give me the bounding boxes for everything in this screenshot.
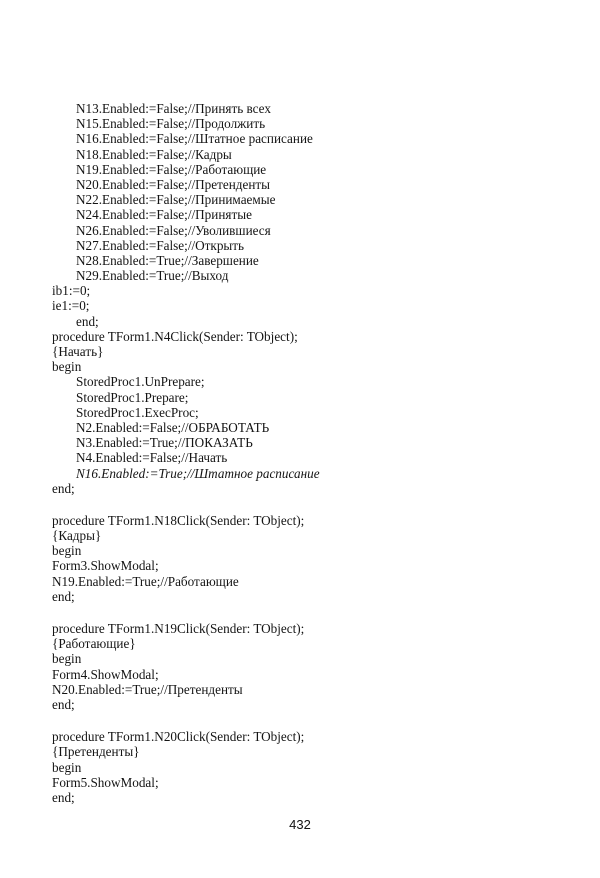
code-line: begin: [52, 651, 82, 667]
code-line: end;: [52, 588, 75, 604]
code-line: N24.Enabled:=False;//Принятые: [76, 207, 252, 223]
code-listing: [52, 101, 572, 805]
code-line: StoredProc1.ExecProc;: [76, 404, 199, 420]
code-line: Form5.ShowModal;: [52, 774, 159, 790]
code-line: ib1:=0;: [52, 283, 91, 299]
procedure-comment: {Начать}: [52, 344, 104, 359]
page-number: 432: [289, 817, 311, 832]
code-line: end;: [52, 696, 75, 712]
code-line: N3.Enabled:=True;//ПОКАЗАТЬ: [76, 435, 253, 451]
spacer: [52, 712, 572, 729]
code-line: N15.Enabled:=False;//Продолжить: [76, 116, 266, 132]
spacer: [52, 604, 572, 621]
procedure-comment: {Работающие}: [52, 636, 136, 652]
code-line: Form3.ShowModal;: [52, 558, 159, 574]
code-line: N20.Enabled:=False;//Претенденты: [76, 176, 271, 192]
code-line: N18.Enabled:=False;//Кадры: [76, 146, 232, 162]
code-line: Form4.ShowModal;: [52, 666, 159, 682]
code-line: end;: [52, 480, 75, 496]
code-line: end;: [76, 313, 99, 329]
code-line: end;: [52, 789, 75, 805]
procedure-header: procedure TForm1.N4Click(Sender: TObject);: [52, 328, 298, 344]
spacer: [52, 496, 572, 513]
code-line: N16.Enabled:=False;//Штатное расписание: [76, 131, 313, 147]
code-line: N22.Enabled:=False;//Принимаемые: [76, 192, 276, 208]
code-line: begin: [52, 543, 82, 559]
code-line: StoredProc1.UnPrepare;: [76, 374, 205, 390]
procedure-comment: {Кадры}: [52, 528, 102, 544]
code-line: ie1:=0;: [52, 298, 90, 314]
code-line: begin: [52, 359, 82, 375]
code-line: StoredProc1.Prepare;: [76, 389, 189, 405]
code-line: N20.Enabled:=True;//Претенденты: [52, 681, 243, 697]
code-line: N4.Enabled:=False;//Начать: [76, 450, 228, 466]
procedure-comment: {Претенденты}: [52, 744, 140, 760]
code-line: N16.Enabled:=True;//Штатное расписание: [76, 465, 320, 481]
code-line: N29.Enabled:=True;//Выход: [76, 268, 229, 284]
code-line: N26.Enabled:=False;//Уволившиеся: [76, 222, 271, 238]
procedure-header: procedure TForm1.N20Click(Sender: TObject);: [52, 729, 305, 745]
code-line: N28.Enabled:=True;//Завершение: [76, 252, 259, 268]
code-line: N27.Enabled:=False;//Открыть: [76, 237, 245, 253]
code-line: N19.Enabled:=True;//Работающие: [52, 573, 239, 589]
code-line: N2.Enabled:=False;//ОБРАБОТАТЬ: [76, 419, 270, 435]
procedure-header: procedure TForm1.N18Click(Sender: TObject);: [52, 512, 305, 528]
code-line: N13.Enabled:=False;//Принять всех: [76, 101, 271, 116]
code-line: N19.Enabled:=False;//Работающие: [76, 161, 267, 177]
code-line: begin: [52, 759, 82, 775]
procedure-header: procedure TForm1.N19Click(Sender: TObject);: [52, 621, 305, 636]
